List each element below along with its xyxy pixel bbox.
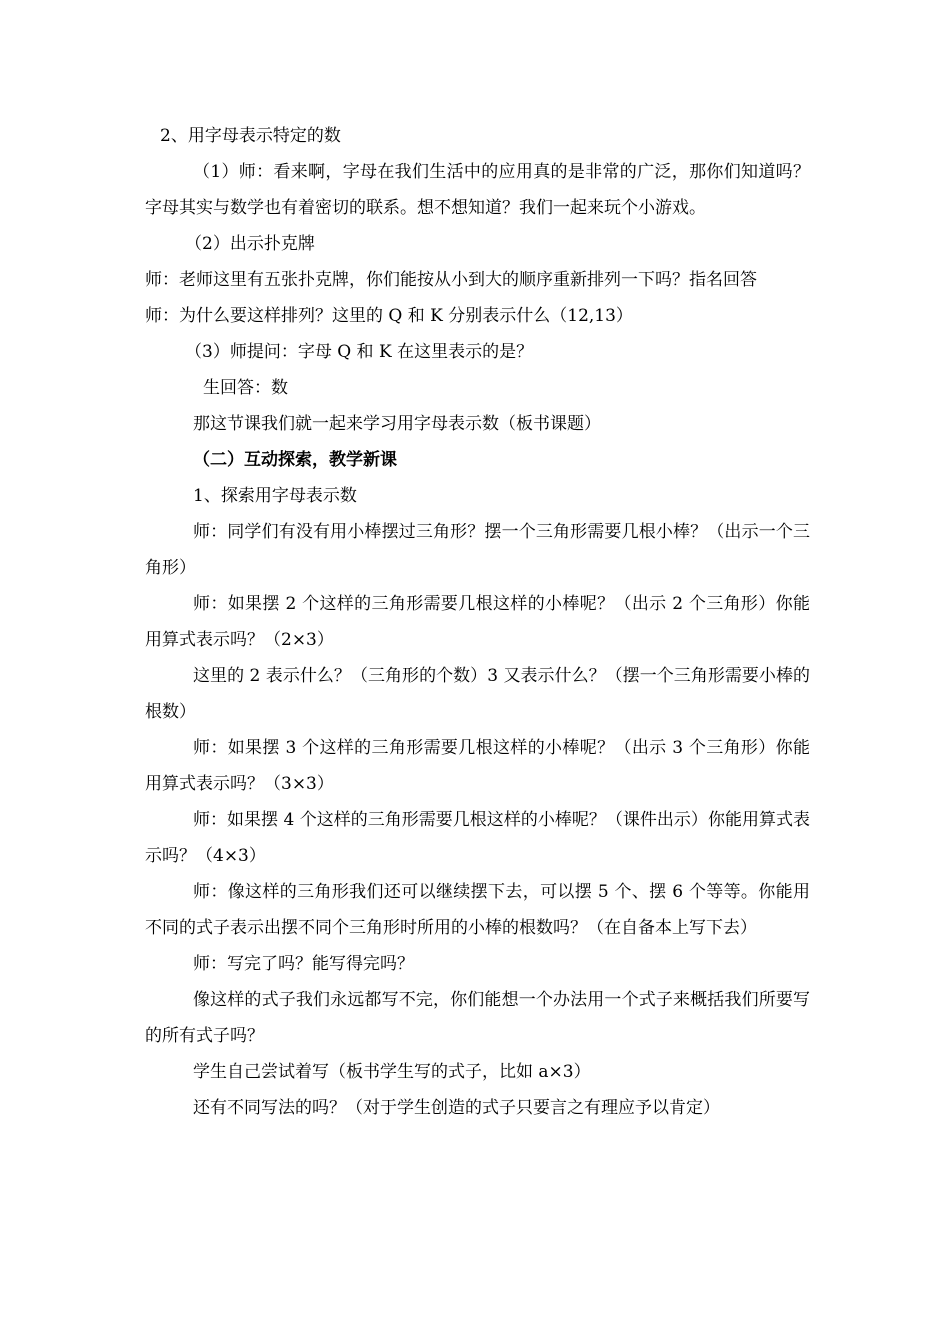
paragraph: （1）师：看来啊，字母在我们生活中的应用真的是非常的广泛，那你们知道吗？字母其实与数学也有着密切的联系。想不想知道？我们一起来玩个小游戏。 — [145, 162, 810, 218]
paragraph: 学生自己尝试着写（板书学生写的式子，比如 a×3） — [193, 1062, 591, 1082]
paragraph: 师：为什么要这样排列？这里的 Q 和 K 分别表示什么（12,13） — [145, 306, 633, 326]
document-page — [145, 118, 810, 1126]
paragraph: （2）出示扑克牌 — [185, 234, 315, 254]
paragraph: 师：如果摆 3 个这样的三角形需要几根这样的小棒呢？（出示 3 个三角形）你能用算式表示吗？（3×3） — [145, 738, 810, 794]
paragraph: 生回答：数 — [203, 378, 288, 398]
subsection-heading: 1、探索用字母表示数 — [193, 486, 357, 506]
paragraph: 师：如果摆 4 个这样的三角形需要几根这样的小棒呢？（课件出示）你能用算式表示吗？（4×3） — [145, 810, 810, 866]
paragraph: 这里的 2 表示什么？（三角形的个数）3 又表示什么？（摆一个三角形需要小棒的根数） — [145, 666, 810, 722]
paragraph: 那这节课我们就一起来学习用字母表示数（板书课题） — [193, 414, 601, 434]
section-heading: 2、用字母表示特定的数 — [160, 126, 341, 146]
paragraph: 师：像这样的三角形我们还可以继续摆下去，可以摆 5 个、摆 6 个等等。你能用不同的式子表示出摆不同个三角形时所用的小棒的根数吗？（在自备本上写下去） — [145, 882, 810, 938]
section-heading: （二）互动探索，教学新课 — [193, 450, 397, 470]
paragraph: 师：同学们有没有用小棒摆过三角形？摆一个三角形需要几根小棒？（出示一个三角形） — [145, 522, 810, 578]
paragraph: 师：写完了吗？能写得完吗？ — [193, 954, 414, 974]
paragraph: （3）师提问：字母 Q 和 K 在这里表示的是？ — [185, 342, 534, 362]
paragraph: 师：老师这里有五张扑克牌，你们能按从小到大的顺序重新排列一下吗？指名回答 — [145, 270, 757, 290]
paragraph: 还有不同写法的吗？（对于学生创造的式子只要言之有理应予以肯定） — [193, 1098, 720, 1118]
paragraph: 像这样的式子我们永远都写不完，你们能想一个办法用一个式子来概括我们所要写的所有式子吗？ — [145, 990, 810, 1046]
paragraph: 师：如果摆 2 个这样的三角形需要几根这样的小棒呢？（出示 2 个三角形）你能用算式表示吗？（2×3） — [145, 594, 810, 650]
